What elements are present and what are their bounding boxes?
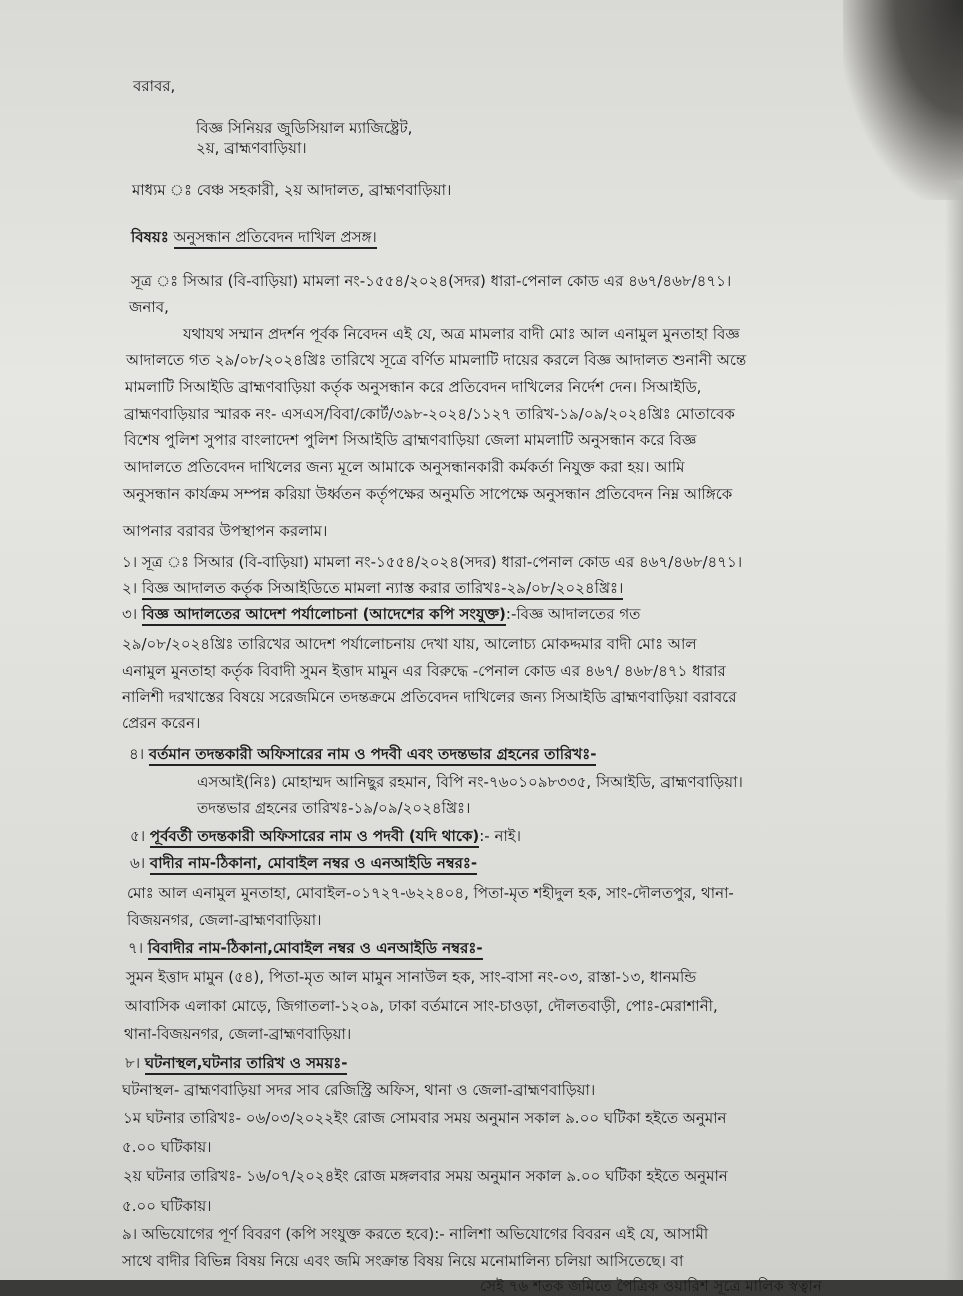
body-line: অনুসন্ধান কার্যক্রম সম্পন্ন করিয়া উর্ধ্বতন কর্তৃপক্ষের অনুমতি সাপেক্ষে অনুসন্ধান প্রতিবেদন নিম্ন আঙ্গিকে: [123, 485, 733, 503]
item-3-line: এনামুল মুনতাহা কর্তৃক বিবাদী সুমন ইত্তাদ মামুন এর বিরুদ্ধে -পেনাল কোড এর ৪৬৭/ ৪৬৮/৪৭১ ধারার: [122, 662, 726, 680]
item-6-line: বিজয়নগর, জেলা-ব্রাহ্মণবাড়িয়া।: [127, 911, 322, 929]
body-line: বিশেষ পুলিশ সুপার বাংলাদেশ পুলিশ সিআইডি ব্রাহ্মণবাড়িয়া জেলা মামলাটি অনুসন্ধান করে বিজ্ঞ: [124, 431, 697, 449]
item-3-heading: বিজ্ঞ আদালতের আদেশ পর্যালোচনা (আদেশের কপি সংযুক্ত): [142, 605, 506, 626]
item-8-heading: ঘটনাস্থল,ঘটনার তারিখ ও সময়ঃ-: [145, 1054, 348, 1075]
item-3-line: নালিশী দরখাস্তের বিষয়ে সরেজমিনে তদন্তক্রমে প্রতিবেদন দাখিলের জন্য সিআইডি ব্রাহ্মণবাড়িয়া বরাবরে: [122, 688, 737, 706]
incident-date-2: ২য় ঘটনার তারিখঃ- ১৬/০৭/২০২৪ইং রোজ মঙ্গলবার সময় অনুমান সকাল ৯.০০ ঘটিকা হইতে অনুমান: [123, 1167, 728, 1185]
item-5-value: :- নাই।: [479, 827, 521, 845]
item-9-lead: :- নালিশা অভিযোগের বিবরন এই যে, আসামী: [434, 1225, 709, 1243]
incident-date-1: ১ম ঘটনার তারিখঃ- ০৬/০৩/২০২২ইং রোজ সোমবার সময় অনুমান সকাল ৯.০০ ঘটিকা হইতে অনুমান: [123, 1109, 727, 1127]
body-line: মামলাটি সিআইডি ব্রাহ্মণবাড়িয়া কর্তৃক অনুসন্ধান করে প্রতিবেদন দাখিলের নির্দেশ দেন। সিআইডি,: [125, 378, 702, 396]
item-3-line: ২৯/০৮/২০২৪খ্রিঃ তারিখের আদেশ পর্যালোচনায় দেখা যায়, আলোচ্য মোকদ্দমার বাদী মোঃ আল: [122, 635, 697, 653]
address-via: মাধ্যম ঃ বেঞ্চ সহকারী, ২য় আদালত, ব্রাহ্মণবাড়িয়া।: [132, 181, 452, 199]
salutation: জনাব,: [129, 298, 169, 316]
body-line: ব্রাহ্মণবাড়িয়ার স্মারক নং- এসএস/বিবা/কোর্ট/৩৯৮-২০২৪/১১২৭ তারিখ-১৯/০৯/২০২৪খ্রিঃ মোতাবেক: [124, 405, 735, 423]
item-7-line: সুমন ইত্তাদ মামুন (৫৪), পিতা-মৃত আল মামুন সানাউল হক, সাং-বাসা নং-০৩, রাস্তা-১৩, ধানমন্ডি: [126, 968, 697, 986]
item-9-line: সাথে বাদীর বিভিন্ন বিষয় নিয়ে এবং জমি সংক্রান্ত বিষয় নিয়ে মনোমালিন্য চলিয়া আসিতেছে। বা: [122, 1252, 684, 1270]
item-8-number: ৮।: [125, 1054, 141, 1072]
item-7-number: ৭।: [128, 939, 144, 957]
item-9: [122, 1224, 708, 1244]
item-7-line: আবাসিক এলাকা মোড়ে, জিগাতলা-১২০৯, ঢাকা বর্তমানে সাং-চাওড়া, দৌলতবাড়ী, পোঃ-মেরাশানী,: [125, 997, 718, 1015]
item-6-number: ৬।: [130, 854, 146, 872]
body-line: যথাযথ সম্মান প্রদর্শন পূর্বক নিবেদন এই যে, অত্র মামলার বাদী মোঃ আল এনামুল মুনতাহা বিজ্ঞ: [183, 325, 740, 343]
item-5-number: ৫।: [130, 827, 146, 845]
item-7: [128, 938, 483, 958]
item-5-heading: পূর্ববর্তী তদন্তকারী অফিসারের নাম ও পদবী (যদি থাকে): [150, 827, 479, 848]
subject-label: বিষয়ঃ: [131, 228, 169, 246]
address-to: বরাবর,: [133, 77, 176, 95]
item-4: [129, 744, 596, 764]
incident-date-2-end: ৫.০০ ঘটিকায়।: [122, 1197, 212, 1215]
item-7-line: থানা-বিজয়নগর, জেলা-ব্রাহ্মণবাড়িয়া।: [124, 1025, 352, 1043]
address-line-2: ২য়, ব্রাহ্মণবাড়িয়া।: [196, 139, 307, 157]
item-3-number: ৩।: [122, 605, 138, 623]
item-8: [125, 1053, 347, 1073]
subject-text: অনুসন্ধান প্রতিবেদন দাখিল প্রসঙ্গ।: [174, 228, 377, 249]
item-7-heading: বিবাদীর নাম-ঠিকানা,মোবাইল নম্বর ও এনআইডি নম্বরঃ-: [148, 939, 483, 960]
body-line: আপনার বরাবর উপস্থাপন করলাম।: [123, 522, 328, 540]
address-line-1: বিজ্ঞ সিনিয়র জুডিসিয়াল ম্যাজিষ্ট্রেট,: [196, 119, 413, 137]
subject-line: [131, 227, 377, 247]
item-1: ১। সূত্র ঃ সিআর (বি-বাড়িয়া) মামলা নং-১৫৫৪/২০২৪(সদর) ধারা-পেনাল কোড এর ৪৬৭/৪৬৮/৪৭১।: [122, 553, 743, 571]
item-2-heading: বিজ্ঞ আদালত কর্তৃক সিআইডিতে মামলা ন্যাস্ত করার তারিখঃ-২৯/০৮/২০২৪খ্রিঃ।: [142, 579, 624, 600]
item-4-number: ৪।: [129, 745, 145, 763]
item-3: [122, 604, 640, 624]
item-6-line: মোঃ আল এনামুল মুনতাহা, মোবাইল-০১৭২৭-৬২২৪০৪, পিতা-মৃত শহীদুল হক, সাং-দৌলতপুর, থানা-: [127, 884, 734, 902]
item-5: [130, 826, 521, 846]
item-3-line: প্রেরন করেন।: [122, 714, 201, 732]
item-6: [130, 853, 477, 873]
item-4-line: তদন্তভার গ্রহনের তারিখঃ-১৯/০৯/২০২৪খ্রিঃ।: [197, 799, 471, 817]
incident-place: ঘটনাস্থল- ব্রাহ্মণবাড়িয়া সদর সাব রেজিস্ট্রি অফিস, থানা ও জেলা-ব্রাহ্মণবাড়িয়া।: [122, 1081, 596, 1099]
item-6-heading: বাদীর নাম-ঠিকানা, মোবাইল নম্বর ও এনআইডি নম্বরঃ-: [150, 854, 477, 875]
item-4-heading: বর্তমান তদন্তকারী অফিসারের নাম ও পদবী এবং তদন্তভার গ্রহনের তারিখঃ-: [149, 745, 597, 766]
item-2: [122, 578, 623, 598]
item-9-heading: অভিযোগের পূর্ণ বিবরণ (কপি সংযুক্ত করতে হবে): [141, 1225, 435, 1243]
page-edge: [945, 180, 963, 1280]
item-4-line: এসআই(নিঃ) মোহাম্মদ আনিছুর রহমান, বিপি নং-৭৬০১০৯৮৩৩৫, সিআইডি, ব্রাহ্মণবাড়িয়া।: [197, 773, 743, 791]
body-line: আদালতে গত ২৯/০৮/২০২৪খ্রিঃ তারিখে সূত্রে বর্ণিত মামলাটি দায়ের করলে বিজ্ঞ আদালত শুনানী অন্তে: [126, 351, 747, 369]
item-9-number: ৯।: [122, 1225, 138, 1243]
page-shadow: [843, 0, 963, 200]
reference-line: সূত্র ঃ সিআর (বি-বাড়িয়া) মামলা নং-১৫৫৪/২০২৪(সদর) ধারা-পেনাল কোড এর ৪৬৭/৪৬৮/৪৭১।: [131, 272, 732, 290]
item-3-lead: :-বিজ্ঞ আদালতের গত: [505, 605, 641, 623]
body-line: আদালতে প্রতিবেদন দাখিলের জন্য মূলে আমাকে অনুসন্ধানকারী কর্মকর্তা নিযুক্ত করা হয়। আমি: [124, 458, 685, 476]
incident-date-1-end: ৫.০০ ঘটিকায়।: [122, 1138, 212, 1156]
item-2-number: ২।: [122, 579, 138, 597]
item-9-line: সেই ৭৬ শতক জমিতে পৈত্রিক ওয়ারিশ সূত্রে মালিক স্বত্বান: [480, 1277, 822, 1295]
